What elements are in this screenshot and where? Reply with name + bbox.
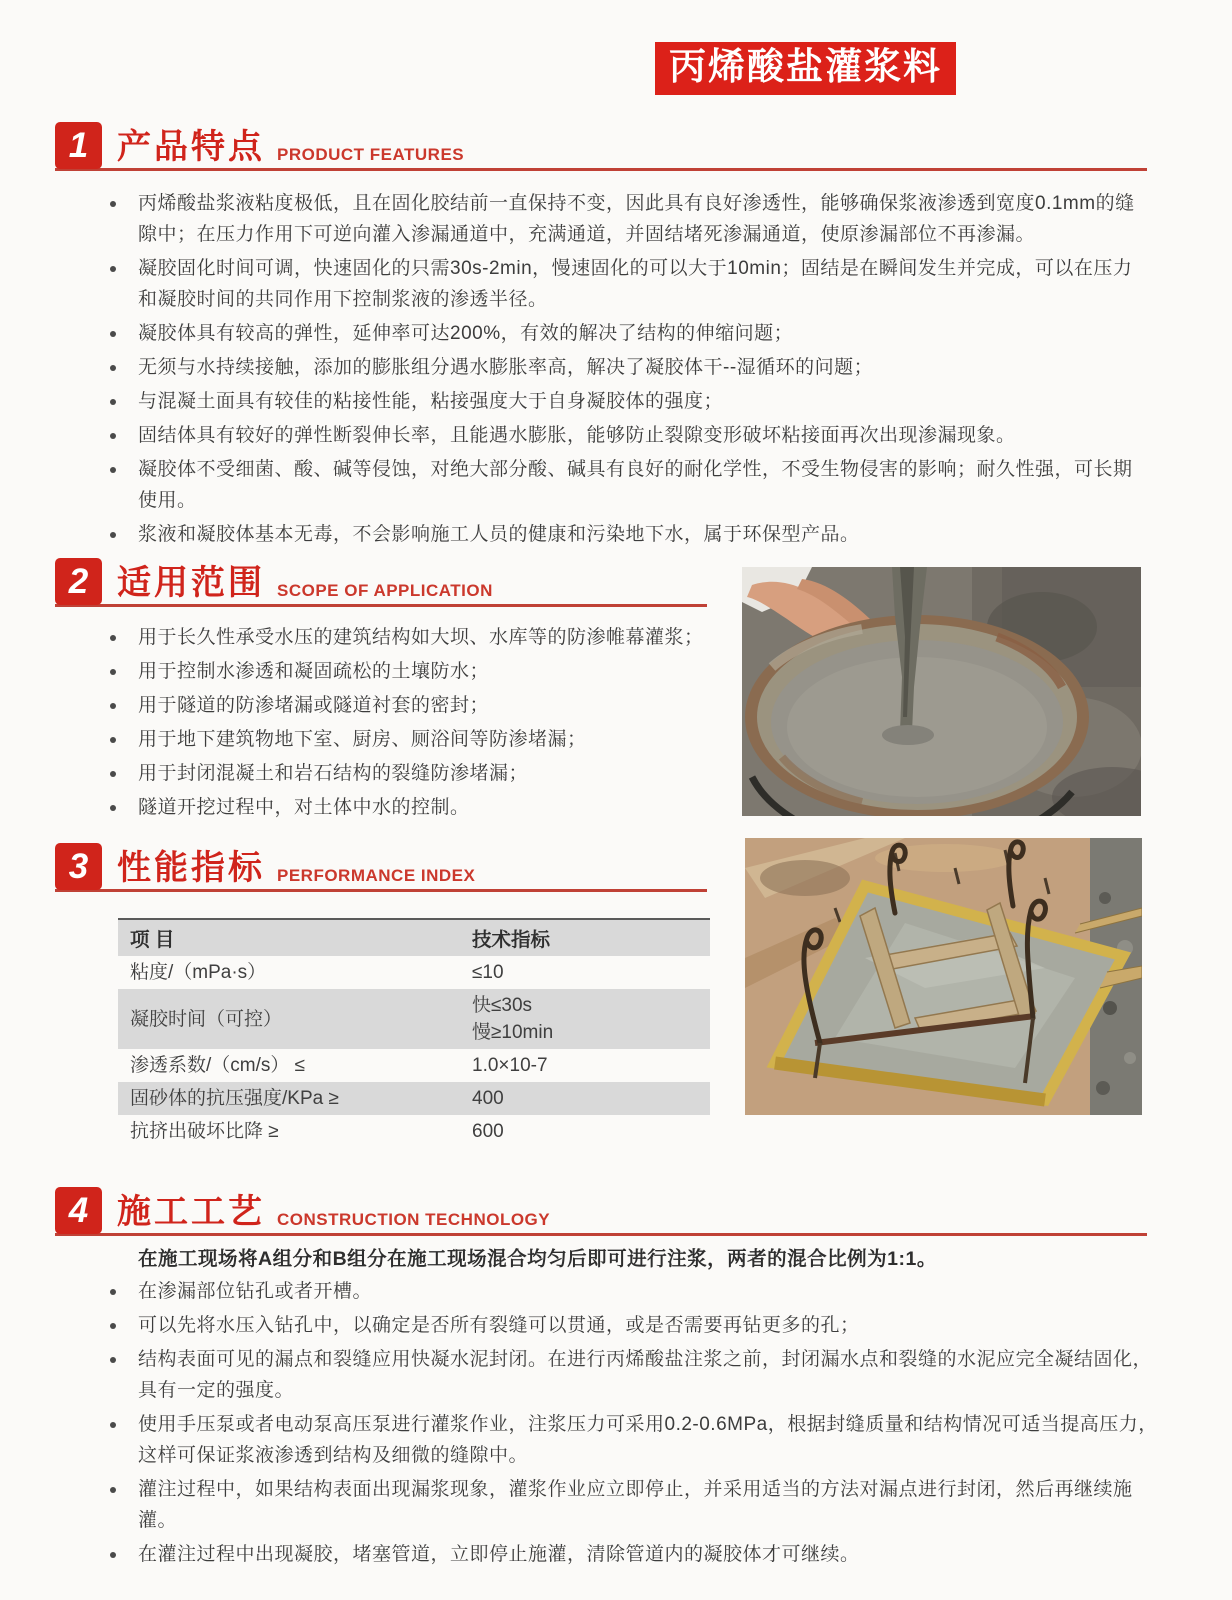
- section-number-badge: 2: [55, 558, 102, 605]
- table-row: [118, 1115, 710, 1148]
- performance-index-table: [118, 918, 710, 1148]
- scope-list: [100, 622, 730, 826]
- list-item: 用于长久性承受水压的建筑结构如大坝、水库等的防渗帷幕灌浆；: [100, 622, 730, 653]
- row-value: [460, 989, 710, 1049]
- product-title-banner: 丙烯酸盐灌浆料: [655, 42, 956, 95]
- table-header-row: [118, 919, 710, 956]
- section-subtitle: SCOPE OF APPLICATION: [277, 581, 493, 600]
- row-item: 凝胶时间（可控）: [118, 989, 460, 1049]
- section-subtitle: PERFORMANCE INDEX: [277, 866, 476, 885]
- section-title: 施工工艺: [117, 1193, 265, 1231]
- list-item: 隧道开挖过程中，对土体中水的控制。: [100, 792, 730, 823]
- row-value: ≤10: [472, 962, 504, 983]
- row-value: 1.0×10-7: [472, 1055, 548, 1076]
- list-item: 在渗漏部位钻孔或者开槽。: [100, 1276, 1160, 1307]
- section-number-badge: 4: [55, 1187, 102, 1234]
- table-row: [118, 989, 710, 1049]
- value-line: 快≤30s: [472, 995, 533, 1016]
- table-row: [118, 1049, 710, 1082]
- construction-steps-list: [100, 1276, 1160, 1573]
- row-item: 抗挤出破坏比降 ≥: [130, 1121, 279, 1142]
- row-value: 400: [460, 1082, 710, 1115]
- column-header-item: 项 目: [118, 919, 460, 956]
- list-item: 固结体具有较好的弹性断裂伸长率，且能遇水膨胀，能够防止裂隙变形破坏粘接面再次出现渗漏现象。: [100, 420, 1148, 451]
- list-item: 浆液和凝胶体基本无毒，不会影响施工人员的健康和污染地下水，属于环保型产品。: [100, 519, 1148, 550]
- list-item: 凝胶体具有较高的弹性，延伸率可达200%，有效的解决了结构的伸缩问题；: [100, 318, 1148, 349]
- list-item: 无须与水持续接触，添加的膨胀组分遇水膨胀率高，解决了凝胶体干--湿循环的问题；: [100, 352, 1148, 383]
- row-value: 600: [472, 1121, 504, 1142]
- list-item: 用于封闭混凝土和岩石结构的裂缝防渗堵漏；: [100, 758, 730, 789]
- list-item: 用于隧道的防渗堵漏或隧道衬套的密封；: [100, 690, 730, 721]
- section-header-scope: [55, 556, 707, 607]
- value-line: 慢≥10min: [472, 1022, 554, 1043]
- list-item: 使用手压泵或者电动泵高压泵进行灌浆作业，注浆压力可采用0.2-0.6MPa，根据封缝质量和结构情况可适当提高压力，这样可保证浆液渗透到结构及细微的缝隙中。: [100, 1409, 1160, 1471]
- list-item: 凝胶固化时间可调，快速固化的只需30s-2min，慢速固化的可以大于10min；固结是在瞬间发生并完成，可以在压力和凝胶时间的共同作用下控制浆液的渗透半径。: [100, 253, 1148, 315]
- list-item: 灌注过程中，如果结构表面出现漏浆现象，灌浆作业应立即停止，并采用适当的方法对漏点进行封闭，然后再继续施灌。: [100, 1474, 1160, 1536]
- table-row: [118, 956, 710, 989]
- section-subtitle: CONSTRUCTION TECHNOLOGY: [277, 1210, 551, 1229]
- list-item: 用于控制水渗透和凝固疏松的土壤防水；: [100, 656, 730, 687]
- photo-grout-mixing: [742, 567, 1141, 816]
- list-item: 结构表面可见的漏点和裂缝应用快凝水泥封闭。在进行丙烯酸盐注浆之前，封闭漏水点和裂缝的水泥应完全凝结固化，具有一定的强度。: [100, 1344, 1160, 1406]
- section-title: 性能指标: [117, 849, 265, 887]
- product-features-list: [100, 188, 1148, 553]
- photo-formwork-grouting: [745, 838, 1142, 1115]
- list-item: 在灌注过程中出现凝胶，堵塞管道，立即停止施灌，清除管道内的凝胶体才可继续。: [100, 1539, 1160, 1570]
- section-header-performance: [55, 841, 707, 892]
- list-item: 与混凝土面具有较佳的粘接性能，粘接强度大于自身凝胶体的强度；: [100, 386, 1148, 417]
- table-row: [118, 1082, 710, 1115]
- section-subtitle: PRODUCT FEATURES: [277, 145, 465, 164]
- section-title: 产品特点: [117, 128, 265, 166]
- row-item: 固砂体的抗压强度/KPa ≥: [118, 1082, 460, 1115]
- list-item: 用于地下建筑物地下室、厨房、厕浴间等防渗堵漏；: [100, 724, 730, 755]
- section-title: 适用范围: [117, 564, 265, 602]
- section-number-badge: 3: [55, 843, 102, 890]
- construction-intro: 在施工现场将A组分和B组分在施工现场混合均匀后即可进行注浆，两者的混合比例为1:1。: [138, 1248, 937, 1270]
- section-number-badge: 1: [55, 122, 102, 169]
- list-item: 凝胶体不受细菌、酸、碱等侵蚀，对绝大部分酸、碱具有良好的耐化学性，不受生物侵害的影响；耐久性强，可长期使用。: [100, 454, 1148, 516]
- row-item: 粘度/（mPa·s）: [130, 962, 267, 983]
- row-item: 渗透系数/（cm/s） ≤: [130, 1055, 306, 1076]
- list-item: 丙烯酸盐浆液粘度极低，且在固化胶结前一直保持不变，因此具有良好渗透性，能够确保浆液渗透到宽度0.1mm的缝隙中；在压力作用下可逆向灌入渗漏通道中，充满通道，并固结堵死渗漏通道，使原渗漏部位不再渗漏。: [100, 188, 1148, 250]
- list-item: 可以先将水压入钻孔中，以确定是否所有裂缝可以贯通，或是否需要再钻更多的孔；: [100, 1310, 1160, 1341]
- column-header-spec: 技术指标: [460, 919, 710, 956]
- section-header-product-features: [55, 120, 1147, 171]
- section-header-construction: [55, 1185, 1147, 1236]
